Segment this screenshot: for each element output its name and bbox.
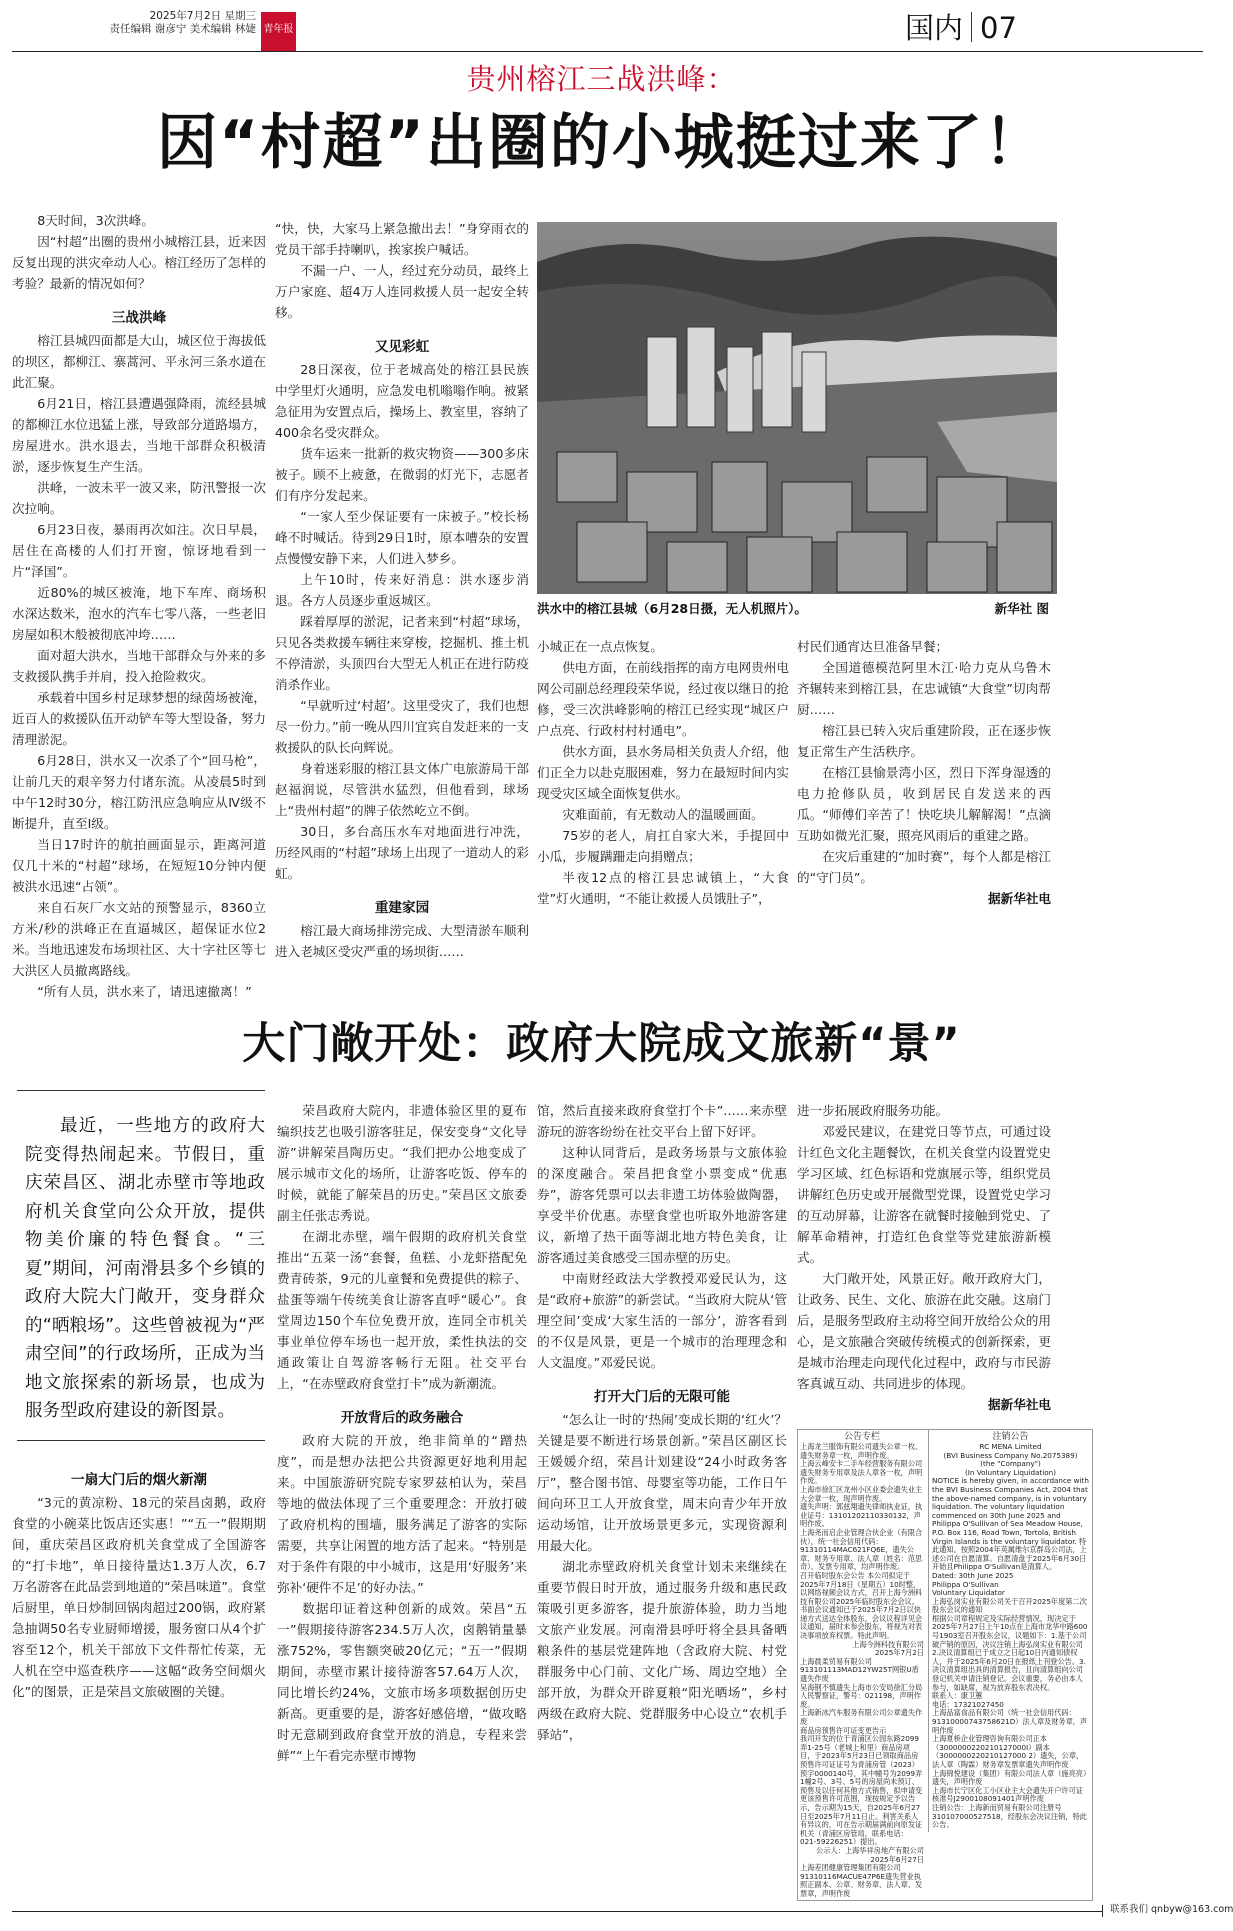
paragraph: 面对超大洪水，当地干部群众与外来的多支救援队携手并肩，投入抢险救灾。	[12, 648, 266, 684]
lead-top-rule	[17, 1090, 265, 1091]
paragraph: 6月23日夜，暴雨再次如注。次日早晨，居住在高楼的人们打开窗，惊讶地看到一片“泽国”。	[12, 522, 266, 579]
paragraph: 6月28日，洪水又一次杀了个“回马枪”，让前几天的艰辛努力付诸东流。从凌晨5时到中午12时30分，榕江防汛应急响应从Ⅳ级不断提升，直至Ⅰ级。	[12, 753, 266, 831]
paragraph: 近80%的城区被淹，地下车库、商场积水深达数米，泡水的汽车七零八落，一些老旧房屋如积木般被彻底冲垮……	[12, 585, 266, 642]
footer-rule	[12, 1911, 1102, 1912]
subheading: 一扇大门后的烟火新潮	[71, 1472, 207, 1488]
section-name: 国内	[905, 11, 964, 45]
notice-entry: 2025年6月27日	[870, 1854, 924, 1864]
classified-notices	[797, 1429, 1093, 1901]
paragraph: 半夜12点的榕江县忠诚镇上，“大食堂”灯火通明，“不能让救援人员饿肚子”，	[537, 870, 789, 906]
story1-headline: 因“村超”出圈的小城挺过来了！	[157, 108, 1046, 178]
paragraph: 灾难面前，有无数动人的温暖画面。	[562, 807, 764, 822]
story2-column-1	[12, 1456, 266, 1702]
notice-entry: 吴海钢不慎遗失上海市公安局徐汇分局人民警察证，警号：021198，声明作废。	[800, 1682, 923, 1709]
notice-entry: Dated: 30th June 2025	[932, 1570, 1014, 1580]
paragraph: 全国道德模范阿里木江·哈力克从乌鲁木齐辗转来到榕江县，在忠诚镇“大食堂”切肉帮厨……	[797, 660, 1051, 717]
paragraph: 在灾后重建的“加时赛”，每个人都是榕江的“守门员”。	[797, 849, 1051, 885]
notice-entry: (In Voluntary Liquidation)	[965, 1467, 1056, 1477]
notice-entry: 我司开发的位于青浦区公园东路2099弄1-25号（老城上和里）商品房项目，于2023年5月23日已领取商品房预售许可证证号为青浦房管（2023）预字0000140号，其中幢号为2099弄1幢2号、3号、5号的房屋尚未预订、预售及以任何其他方式销售，拟申请变更该预售许可范围，现按规定予以告示，告示期为15天，自2025年6月27日至2025年7月11日止。利害关系人有异议的，可在告示期届满前向原发证机关（青浦区房管局，联系电话：021-59226251）提出。	[800, 1734, 923, 1847]
paragraph: 上午10时，传来好消息：洪水逐步消退。各方人员逐步重返城区。	[275, 572, 529, 608]
subheading: 又见彩虹	[374, 339, 430, 355]
notice-entry: RC MENA Limited	[979, 1442, 1042, 1451]
issue-info	[100, 10, 256, 36]
notice-entry: 电话：17321027450	[932, 1699, 1004, 1709]
notice-entry: Philippa O'Sullivan	[932, 1579, 999, 1589]
notice-entry: (BVI Business Company No.2075389)	[943, 1450, 1078, 1460]
notice-entry: 上海锦悦建设（集团）有限公司法人章（施亮亮）遗失，声明作废	[932, 1768, 1087, 1787]
paragraph: 货车运来一批新的救灾物资——300多床被子。顾不上疲惫，在微弱的灯光下，志愿者们有序分发起来。	[275, 446, 529, 503]
paragraph: “怎么让一时的‘热闹’变成长期的‘红火’？关键是要不断进行场景创新。”荣昌区副区长王媛媛介绍，荣昌计划建设“24小时政务客厅”，整合图书馆、母婴室等功能，工作日午间向环卫工人开放食堂，周末向青少年开放运动场馆，让开放场景更多元，实现资源利用最大化。	[537, 1412, 787, 1553]
newspaper-logo	[261, 12, 296, 52]
paragraph: 踩着厚厚的淤泥，记者来到“村超”球场，只见各类救援车辆往来穿梭，挖掘机、推土机不停清淤，头顶四台大型无人机正在进行防疫消杀作业。	[275, 614, 529, 692]
paragraph: 政府大院的开放，绝非简单的“蹭热度”，而是想办法把公共资源更好地利用起来。中国旅游研究院专家罗兹柏认为，荣昌等地的做法体现了三个重要理念：开放打破了政府机构的围墙，服务满足了游客的实际需要，共享让闲置的地方活了起来。“特别是对于条件有限的中小城市，这是用‘好服务’来弥补‘硬件不足’的好办法。”	[277, 1433, 527, 1595]
paragraph: “一家人至少保证要有一床被子。”校长杨峰不时喊话。待到29日1时，原本嘈杂的安置点慢慢安静下来，人们进入梦乡。	[275, 509, 529, 566]
notice-entry: 上海市徐汇区龙州小区业委会遗失业主大会章一枚，现声明作废。	[800, 1484, 923, 1503]
paragraph: 因“村超”出圈的贵州小城榕江县，近来因反复出现的洪灾牵动人心。榕江经历了怎样的考验？最新的情况如何？	[12, 234, 266, 291]
notice-entry: 上海品富食品有限公司（统一社会信用代码：91310000743758621D）法人章及财务章，声明作废	[932, 1708, 1088, 1735]
aerial-city-photo-image	[537, 222, 1057, 594]
paragraph: 8天时间，3次洪峰。	[37, 213, 154, 228]
notice-entry: 上海云峰安卡二手车经营服务有限公司遗失财务专用章及法人章各一枚，声明作废。	[800, 1459, 923, 1486]
paragraph: 大门敞开处，风景正好。敞开政府大门，让政务、民生、文化、旅游在此交融。这扇门后，是服务型政府主动将空间开放给公众的用心，是文旅融合突破传统模式的创新探索，更是城市治理走向现代化过程中，政府与市民游客真诚互动、共同进步的体现。	[797, 1271, 1051, 1391]
paragraph: “快，快，大家马上紧急撤出去！”身穿雨衣的党员干部手持喇叭，挨家挨户喊话。	[275, 221, 529, 257]
paragraph: 馆，然后直接来政府食堂打个卡”……来赤壁游玩的游客纷纷在社交平台上留下好评。	[537, 1103, 787, 1139]
paragraph: 供水方面，县水务局相关负责人介绍，他们正全力以赴克服困难，努力在最短时间内实现受灾区域全面恢复供水。	[537, 744, 789, 801]
subheading: 开放背后的政务融合	[340, 1410, 464, 1426]
paragraph: 榕江县已转入灾后重建阶段，正在逐步恢复正常生产生活秩序。	[797, 723, 1051, 759]
paragraph: “早就听过‘村超’。这里受灾了，我们也想尽一份力。”前一晚从四川宜宾自发赶来的一支救援队的队长向辉说。	[275, 698, 529, 755]
paragraph: 75岁的老人，肩扛自家大米，手提回中小瓜，步履蹒跚走向捐赠点；	[537, 828, 789, 864]
notice-entry: 召开临时股东会公告 本公司拟定于2025年7月18日（星期五）10时整，以网络视频会议方式，召开上海今洲科技有限公司2025年临时股东会会议。书面会议通知已于2025年7月2日以快递方式送达全体股东，会议议程详见会议通知，届时未参会股东，将视为对表决事项放弃权票。特此声明。	[800, 1570, 923, 1641]
lead-bottom-rule	[17, 1440, 265, 1441]
paragraph: 邓爱民建议，在建党日等节点，可通过设计红色文化主题餐饮，在机关食堂内设置党史学习区域、红色标语和党旗展示等，组织党员讲解红色历史或开展微型党课，设置党史学习的互动屏幕，让游客在就餐时接触到党史、了解革命精神，打造红色食堂等党建旅游新模式。	[797, 1124, 1051, 1265]
paragraph: 来自石灰厂水文站的预警显示，8360立方米/秒的洪峰正在直逼城区，超保证水位2米。当地迅速发布场坝社区、大十字社区等七大洪区人员撤离路线。	[12, 900, 266, 978]
paragraph: 榕江县城四面都是大山，城区位于海拔低的坝区，都柳江、寨蒿河、平永河三条水道在此汇聚。	[12, 333, 266, 390]
subheading: 重建家园	[374, 900, 430, 916]
notice-entry: 上海夏桥企业管理咨询有限公司正本（3000000220210127000I）副本（3000000220210127000 2）遗失，公章，法人章（陶霖）财务章发票章遗失声明作废	[932, 1734, 1084, 1769]
story2-column-2	[277, 1100, 527, 1766]
header-rule	[12, 51, 1203, 52]
paragraph: 这种认同背后，是政务场景与文旅体验的深度融合。荣昌把食堂小票变成“优惠券”，游客凭票可以去非遗工坊体验做陶器，享受半价优惠。赤壁食堂也听取外地游客建议，新增了热干面等湖北地方特色美食，让游客通过美食感受三国赤壁的历史。	[537, 1145, 787, 1265]
story1-column-4	[797, 636, 1051, 909]
paragraph: 小城正在一点点恢复。	[537, 639, 663, 654]
paragraph: 承载着中国乡村足球梦想的绿茵场被淹，近百人的救援队伍开动铲车等大型设备，努力清理淤泥。	[12, 690, 266, 747]
notice-right-title: 注销公告	[992, 1432, 1029, 1442]
paragraph: 在湖北赤壁，端午假期的政府机关食堂推出“五菜一汤”套餐，鱼糕、小龙虾搭配免费青砖茶，9元的儿童餐和免费提供的粽子、盐蛋等端午传统美食让游客直呼“暖心”。食堂周边150个车位免费开放，连同全市机关事业单位停车场也一起开放，柔性执法的交通政策让自驾游客畅行无阻。社交平台上，“在赤壁政府食堂打卡”成为新潮流。	[277, 1229, 527, 1391]
paragraph: 数据印证着这种创新的成效。荣昌“五一”假期接待游客234.5万人次，卤鹅销量暴涨752%，零售额突破20亿元；“五一”假期期间，赤壁市累计接待游客57.64万人次，同比增长约24%，文旅市场多项数据创历史新高。更重要的是，游客好感倍增，“做攻略时无意刷到政府食堂开放的消息，专程来尝鲜”“上午看完赤壁市博物	[277, 1601, 527, 1763]
footer-tick	[1102, 1905, 1103, 1917]
notice-left-title: 公告专栏	[843, 1432, 880, 1442]
section-label	[905, 10, 1017, 46]
paragraph: 中南财经政法大学教授邓爱民认为，这是“政府+旅游”的新尝试。“当政府大院从‘管理空间’变成‘大家生活的一部分’，游客看到的不仅是风景，更是一个城市的治理理念和人文温度。”邓爱民说。	[537, 1271, 787, 1370]
paragraph: 身着迷彩服的榕江县文体广电旅游局干部赵福润说，尽管洪水猛烈，但他看到，球场上“贵州村超”的牌子依然屹立不倒。	[275, 761, 529, 818]
paragraph: 进一步拓展政府服务功能。	[797, 1103, 949, 1118]
notice-entry: 上海新冰汽车服务有限公司公章遗失作废	[800, 1708, 923, 1726]
notice-column-left	[798, 1430, 926, 1900]
news-credit: 据新华社电	[988, 891, 1051, 906]
story1-column-2	[275, 218, 529, 962]
notice-entry: 2025年7月2日	[874, 1648, 924, 1658]
subheading: 打开大门后的无限可能	[594, 1389, 730, 1405]
notice-entry: NOTICE is hereby given, in accordance with the BVI Business Companies Act, 2004 that the above-named company, is in voluntary liquidation. The voluntary liquidation commenced on 30th June 2025 and Philippa O'Sullivan of Sea Meadow House, P.O. Box 116, Road Town, Tortola, British Virgin Islands is the voluntary liquidator. 特此通知，按照2004年英属维尔京群岛公司法，上述公司在自愿清算。自愿清盘于2025年6月30日开始且Philippa O'Sullivan是清算人。	[932, 1476, 1089, 1572]
paragraph: 在榕江县愉景湾小区，烈日下浑身湿透的电力抢修队员，收到居民自发送来的西瓜。“师傅们辛苦了！快吃块儿解解渴！”点滴互助如微光汇聚，照亮风雨后的重建之路。	[797, 765, 1051, 843]
paragraph: 当日17时许的航拍画面显示，距离河道仅几十米的“村超”球场，在短短10分钟内便被洪水迅速“占领”。	[12, 837, 266, 894]
notice-entry: 遗失声明：郭兹翔遗失律师执业证，执业证号：13101202110330132，声明作废。	[800, 1502, 923, 1529]
editors-line: 责任编辑 谢彦宁 美术编辑 林婕	[109, 23, 256, 35]
notice-entry: 联系人：康卫蕙	[932, 1691, 983, 1701]
paragraph: “3元的黄凉粉、18元的荣昌卤鹅，政府食堂的小碗菜比饭店还实惠！”“五一”假期期间，重庆荣昌区政府机关食堂成了全国游客的“打卡地”，单日接待量达1.3万人次，6.7万名游客在此品尝到地道的“荣昌味道”。食堂后厨里，单日炒制回锅肉超过200锅，政府紧急抽调50名专业厨师增援，服务窗口从4个扩容至12个，机关干部放下文件帮忙传菜，无人机在空中巡查秩序——这幅“政务空间烟火化”的图景，正是荣昌文旅破圈的关键。	[12, 1495, 266, 1699]
paragraph: 供电方面，在前线指挥的南方电网贵州电网公司副总经理段荣华说，经过夜以继日的抢修，受三次洪峰影响的榕江已经实现“城区户户点亮、行政村村村通电”。	[537, 660, 789, 738]
notice-entry: 上海晨柔贸易有限公司913101113MAD12YW25T网银U盾遗失作废	[800, 1656, 919, 1684]
photo-caption	[537, 600, 1057, 618]
paragraph: 湖北赤壁政府机关食堂计划未来继续在重要节假日时开放，通过服务升级和惠民政策吸引更多游客，提升旅游体验，助力当地文旅产业发展。河南滑县呼吁将全县具备晒粮条件的基层党建阵地（含政府大院、村党群服务中心门前、文化广场、周边空地）全部开放，为群众开辟夏粮“阳光晒场”，乡村两级在政府大院、党群服务中心设立“农机手驿站”，	[537, 1559, 787, 1742]
caption-text: 洪水中的榕江县城（6月28日摄，无人机照片）。	[537, 601, 807, 616]
notice-entry: 上海差团健康管理集团有限公司91310116MACUE47P6E遗失营业执照正副本、公章、财务章、法人章、发票章，声明作废	[800, 1863, 923, 1898]
story2-lead: 最近，一些地方的政府大院变得热闹起来。节假日，重庆荣昌区、湖北赤壁市等地政府机关食堂向公众开放，提供物美价廉的特色餐食。“三夏”期间，河南滑县多个乡镇的政府大院大门敞开，变身群众的“晒粮场”。这些曾被视为“严肃空间”的行政场所，正成为当地文旅探索的新场景，也成为服务型政府建设的新图景。	[25, 1116, 265, 1421]
notice-entry: 根据公司章程规定及实际经营情况，现决定于2025年7月27日上午10点在上海市龙华中路600号1903室召开股东会议，议题如下：1.基于公司破产销的原因，决议注销上海弘岗实业有限公司 2.决议清算组已于成立之日起10日内通知债权人，并于2025年6月20日在报纸上刊登公告。3.决议清算组出具的清算报告，且向清算组向公司登记机关申请注销登记。会议重要，务必由本人参与，如缺席，视为放弃股东表决权。	[932, 1613, 1088, 1692]
section-separator	[971, 12, 972, 42]
notice-entry: (the "Company")	[980, 1459, 1041, 1469]
paragraph: 6月21日，榕江县遭遇强降雨，流经县城的都柳江水位迅猛上涨，导致部分道路塌方，房屋进水。洪水退去，当地干部群众积极清淤，逐步恢复生产生活。	[12, 396, 266, 474]
flood-photo	[537, 222, 1057, 594]
logo-text: 青年报	[263, 24, 294, 35]
notice-entry: 注销公告：上海新而贸易有限公司注册号310107000527518，经股东会决议注销，特此公告。	[932, 1802, 1087, 1830]
paragraph: 洪峰，一波未平一波又来，防汛警报一次次拉响。	[12, 480, 266, 516]
story2-column-3	[537, 1100, 787, 1745]
story2-column-4	[797, 1100, 1051, 1415]
notice-entry: 商品房预售许可证变更告示	[800, 1725, 887, 1735]
notice-entry: 上海今洲科技有限公司	[852, 1639, 924, 1649]
story2-headline: 大门敞开处：政府大院成文旅新“景”	[242, 1019, 961, 1069]
subheading: 三战洪峰	[111, 310, 167, 326]
notice-entry: 上海弘岗实业有限公司关于召开2025年度第二次股东会议的通知	[932, 1596, 1087, 1615]
paragraph: 30日，多台高压水车对地面进行冲洗，历经风雨的“村超”球场上出现了一道动人的彩虹。	[275, 824, 529, 881]
notice-column-right	[928, 1430, 1092, 1832]
news-credit: 据新华社电	[988, 1397, 1051, 1412]
paragraph: 榕江最大商场排涝完成、大型清淤车顺利进入老城区受灾严重的场坝街……	[275, 923, 529, 959]
photo-credit: 新华社 图	[994, 601, 1049, 616]
story1-column-1	[12, 210, 266, 1002]
paragraph: 村民们通宵达旦准备早餐；	[797, 639, 949, 654]
notice-entry: 上海尧而启企业管理合伙企业（有限合伙），统一社会信用代码：91310114MAC621FQ6E，遗失公章、财务专用章、法人章（姓名：范思奇）、发票专用章，均声明作废。	[800, 1527, 923, 1572]
issue-date: 2025年7月2日 星期三	[149, 10, 256, 22]
paragraph: “所有人员，洪水来了，请迅速撤离！”	[37, 984, 252, 999]
notice-entry: 公示人：上海华祥房地产有限公司	[816, 1845, 924, 1855]
story1-kicker: 贵州榕江三战洪峰：	[466, 62, 737, 96]
notice-entry: 上海市长宁区化工小区业主大会遗失开户许可证核准号J2900108091401声明作废	[932, 1785, 1083, 1804]
story1-column-3	[537, 636, 789, 909]
paragraph: 28日深夜，位于老城高处的榕江县民族中学里灯火通明，应急发电机嗡嗡作响。被紧急征用为安置点后，操场上、教室里，容纳了400余名受灾群众。	[275, 362, 529, 440]
notice-entry: 上海龙兰服饰有限公司遗失公章一枚、遗失财务章一枚，声明作废。	[800, 1442, 923, 1460]
footer-contact[interactable]: 联系我们 qnbyw@163.com	[1110, 1904, 1233, 1915]
paragraph: 荣昌政府大院内，非遗体验区里的夏布编织技艺也吸引游客驻足，保安变身“文化导游”讲解荣昌陶历史。“我们把办公地变成了展示城市文化的场所，让游客吃饭、停车的时候，就能了解荣昌的历史。”荣昌区文旅委副主任张志秀说。	[277, 1103, 527, 1223]
page-number: 07	[980, 11, 1017, 45]
paragraph: 不漏一户、一人，经过充分动员，最终上万户家庭、超4万人连同救援人员一起安全转移。	[275, 263, 529, 320]
notice-entry: Voluntary Liquidator	[932, 1588, 1005, 1598]
